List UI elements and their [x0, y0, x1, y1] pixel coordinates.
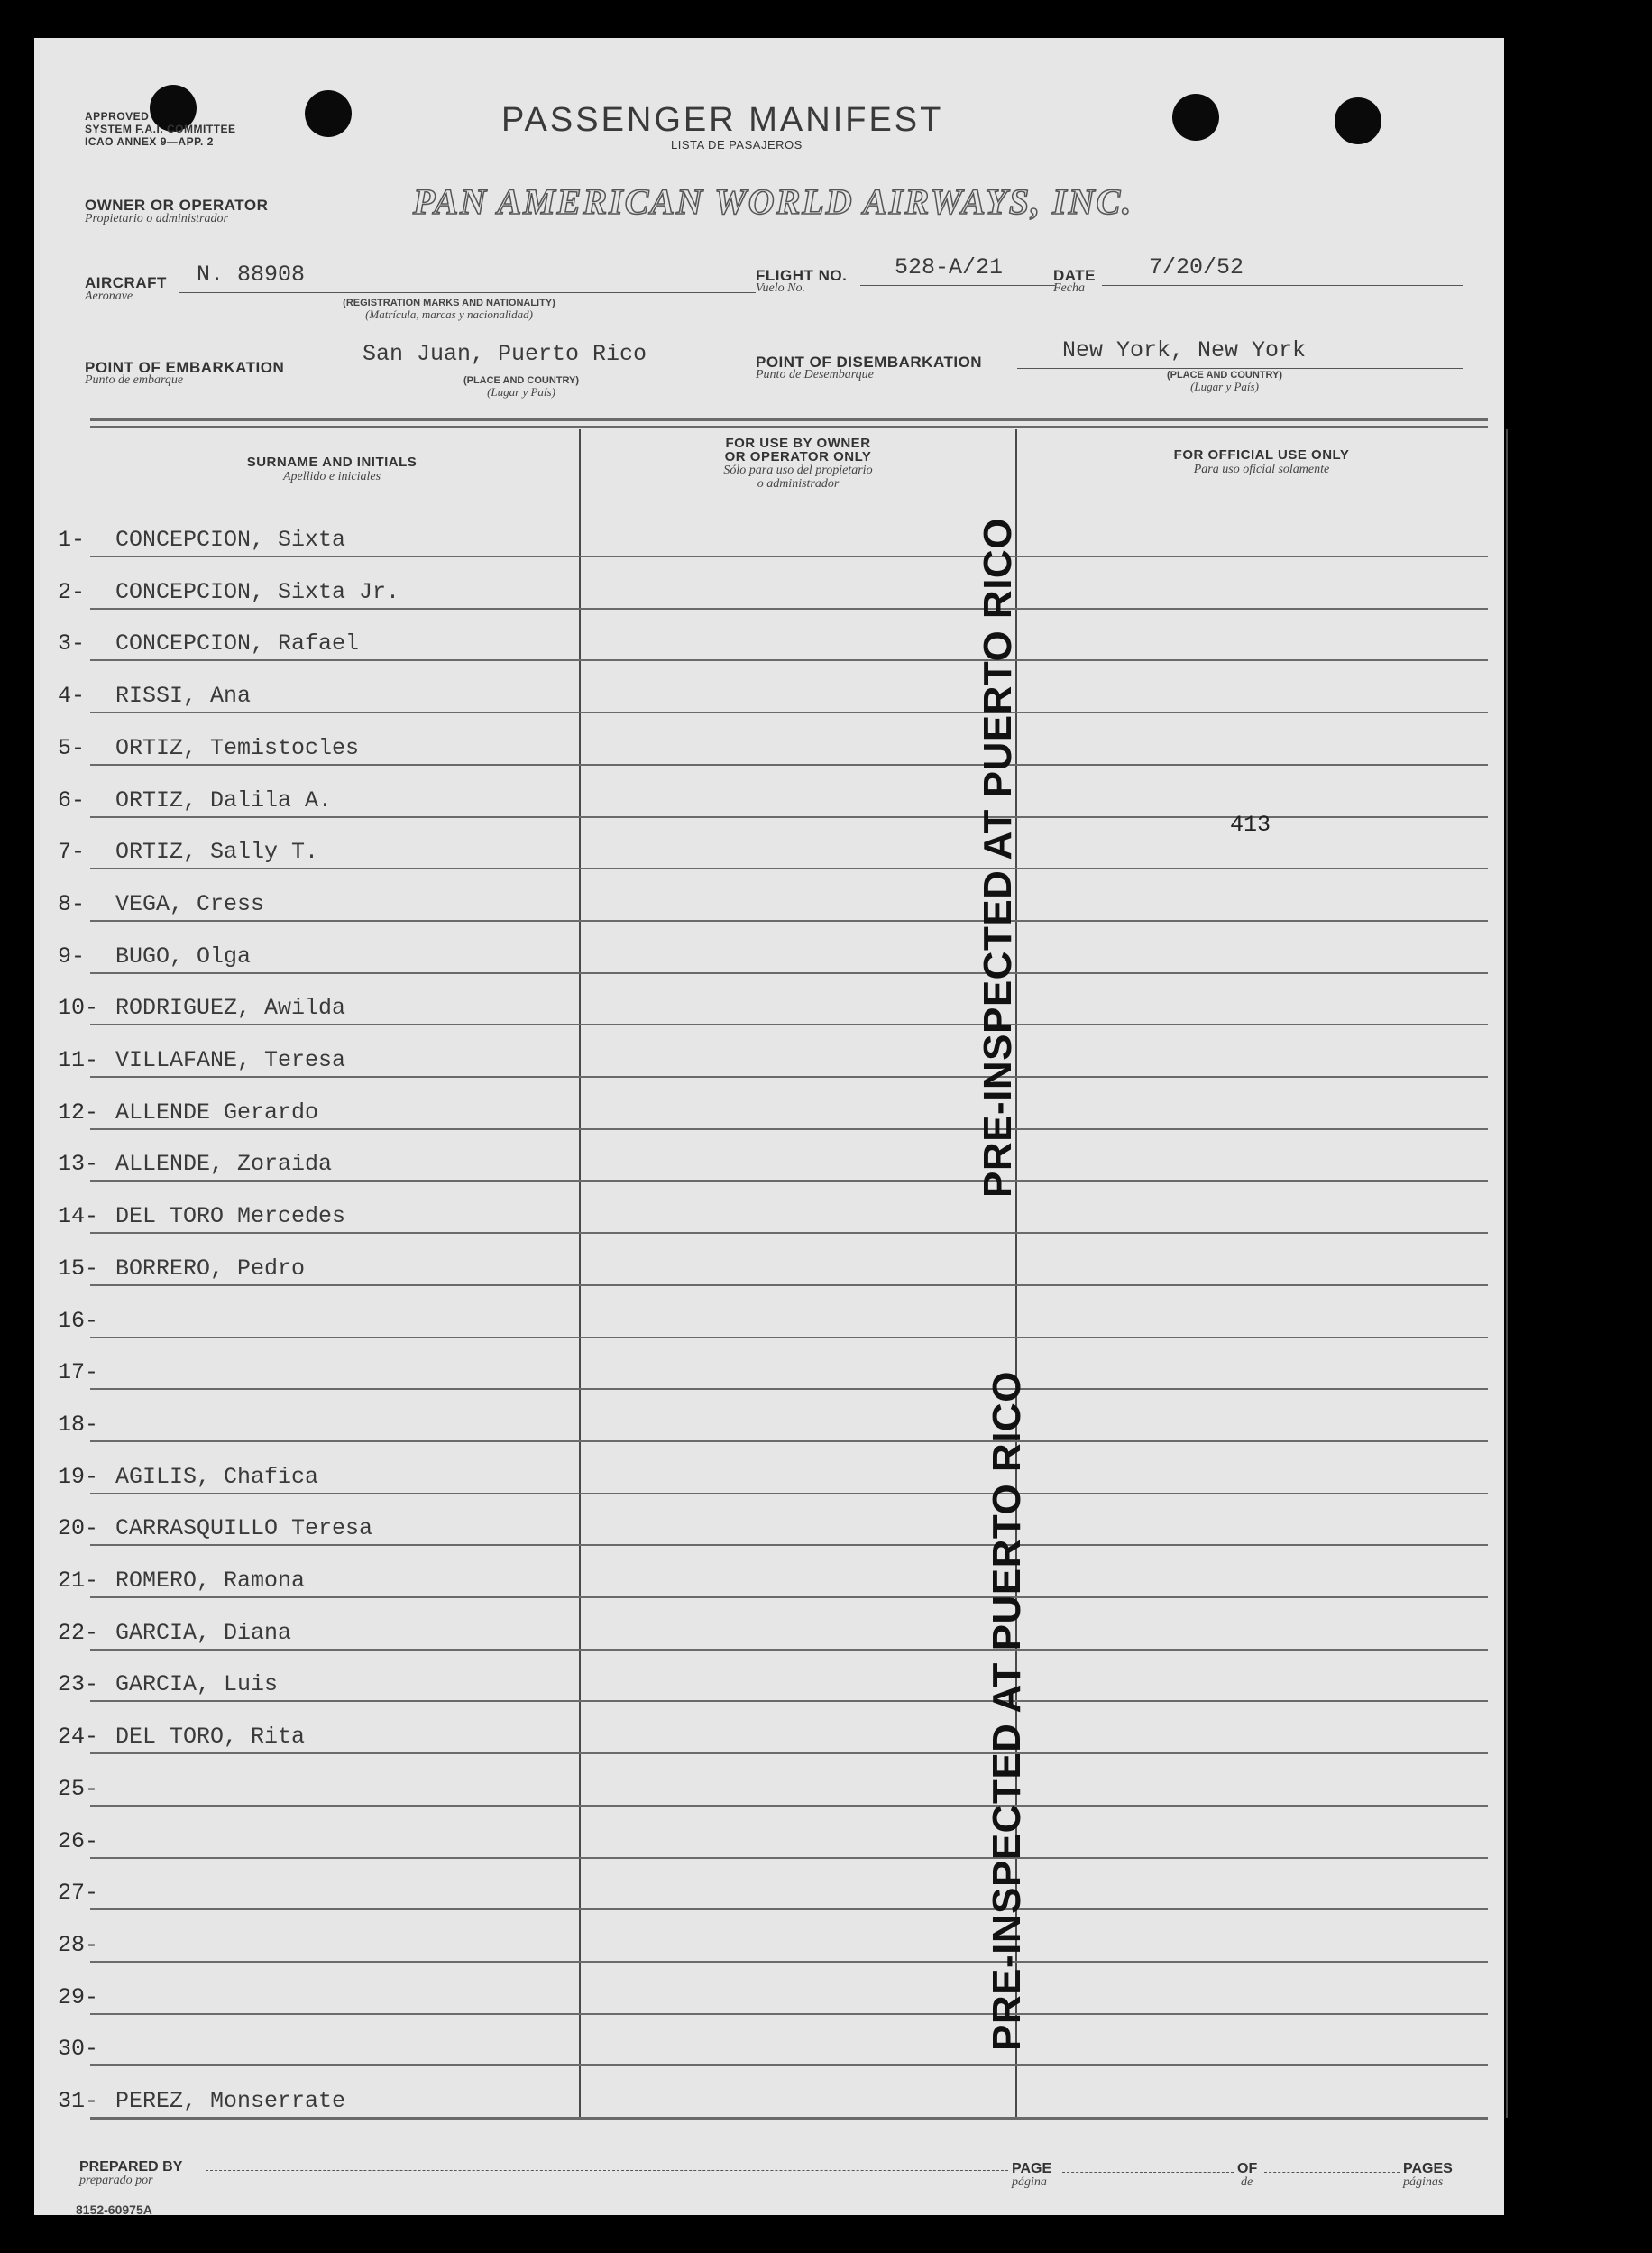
manifest-sheet — [34, 38, 1504, 2215]
passenger-row — [58, 1255, 305, 1282]
passenger-row — [58, 735, 359, 761]
row-number: 13- — [58, 1151, 99, 1178]
punch-hole — [1335, 97, 1381, 144]
passenger-row — [58, 1308, 115, 1334]
passenger-name: DEL TORO, Rita — [115, 1724, 306, 1751]
row-number: 28- — [58, 1931, 99, 1958]
approval-line: SYSTEM F.A.I. COMMITTEE — [85, 123, 236, 135]
passenger-name: CONCEPCION, Sixta Jr. — [115, 578, 400, 605]
official-column-title: FOR OFFICIAL USE ONLY — [1173, 447, 1350, 463]
passenger-name: DEL TORO Mercedes — [115, 1203, 346, 1230]
passenger-name: GARCIA, Diana — [115, 1619, 292, 1646]
owner-column-title-es: Sólo para uso del propietario — [723, 464, 873, 477]
embarkation-caption: (PLACE AND COUNTRY) — [463, 375, 580, 386]
row-rule — [90, 1493, 1488, 1494]
passenger-row — [58, 1099, 318, 1126]
row-rule — [90, 1544, 1488, 1546]
passenger-row — [58, 1932, 115, 1958]
date-value: 7/20/52 — [1149, 254, 1244, 280]
row-rule — [90, 868, 1488, 869]
row-rule — [90, 816, 1488, 818]
flight-label: FLIGHT NO. — [756, 267, 848, 284]
passenger-row — [58, 787, 332, 814]
row-number: 7- — [58, 839, 86, 866]
official-column-title-es: Para uso oficial solamente — [1193, 463, 1330, 476]
of-label-es: de — [1241, 2175, 1253, 2189]
row-rule — [90, 1232, 1488, 1234]
row-rule — [90, 920, 1488, 922]
passenger-row — [58, 2036, 115, 2062]
row-number: 21- — [58, 1568, 99, 1594]
row-rule — [90, 1908, 1488, 1910]
row-number: 12- — [58, 1099, 99, 1126]
row-rule — [90, 1961, 1488, 1963]
page-label-es: página — [1012, 2175, 1047, 2189]
row-rule — [90, 1596, 1488, 1598]
official-column-header — [1023, 447, 1501, 477]
row-number: 3- — [58, 630, 86, 658]
prepared-by-label: PREPARED BY — [79, 2159, 183, 2175]
passenger-name: ORTIZ, Sally T. — [115, 839, 319, 866]
row-rule — [90, 1180, 1488, 1182]
passenger-row — [58, 1984, 115, 2010]
page-title-es: LISTA DE PASAJEROS — [671, 138, 803, 152]
passenger-name: VILLAFANE, Teresa — [115, 1047, 346, 1073]
passenger-row — [58, 579, 399, 605]
inspection-stamp: PRE-INSPECTED AT PUERTO RICO — [976, 518, 1020, 1198]
row-number: 25- — [58, 1775, 99, 1802]
row-number: 26- — [58, 1827, 99, 1854]
pages-label-es: páginas — [1403, 2175, 1444, 2189]
row-number: 5- — [58, 734, 86, 761]
punch-hole — [305, 90, 352, 137]
passenger-name: ALLENDE Gerardo — [115, 1099, 319, 1126]
owner-column-header — [586, 437, 1010, 491]
names-column-header — [97, 455, 566, 484]
passenger-row — [58, 943, 251, 970]
row-number: 14- — [58, 1203, 99, 1230]
passenger-row — [58, 1671, 278, 1697]
passenger-row — [58, 1828, 115, 1854]
row-rule — [90, 2064, 1488, 2066]
page-label: PAGE — [1012, 2161, 1052, 2176]
aircraft-value: N. 88908 — [197, 262, 306, 288]
row-rule — [90, 1024, 1488, 1025]
passenger-row — [58, 891, 264, 917]
passenger-name: BORRERO, Pedro — [115, 1255, 306, 1282]
of-label: OF — [1237, 2161, 1258, 2176]
approval-line: ICAO ANNEX 9—APP. 2 — [85, 135, 214, 148]
passenger-row — [58, 1724, 305, 1750]
row-number: 20- — [58, 1515, 99, 1542]
row-number: 19- — [58, 1463, 99, 1490]
row-rule — [90, 1805, 1488, 1807]
disembarkation-label-es: Punto de Desembarque — [756, 368, 874, 382]
flight-value: 528-A/21 — [895, 254, 1004, 280]
disembarkation-label: POINT OF DISEMBARKATION — [756, 354, 983, 371]
row-number: 18- — [58, 1411, 99, 1438]
inspection-stamp: PRE-INSPECTED AT PUERTO RICO — [985, 1371, 1029, 2051]
aircraft-caption-es: (Matrícula, marcas y nacionalidad) — [365, 308, 533, 321]
flight-label-es: Vuelo No. — [756, 281, 805, 295]
aircraft-label: AIRCRAFT — [85, 274, 167, 291]
row-rule — [90, 1128, 1488, 1130]
row-rule — [90, 556, 1488, 557]
row-rule — [90, 608, 1488, 610]
row-number: 17- — [58, 1359, 99, 1386]
row-number: 1- — [58, 527, 86, 553]
disembarkation-value: New York, New York — [1062, 337, 1307, 363]
row-rule — [90, 1076, 1488, 1078]
row-number: 8- — [58, 890, 86, 917]
date-label: DATE — [1053, 267, 1097, 284]
passenger-row — [58, 1047, 345, 1073]
passenger-name: GARCIA, Luis — [115, 1671, 279, 1698]
row-number: 2- — [58, 578, 86, 605]
passenger-row — [58, 1568, 305, 1594]
passenger-row — [58, 630, 359, 657]
owner-value: PAN AMERICAN WORLD AIRWAYS, INC. — [413, 181, 1133, 222]
passenger-row — [58, 527, 345, 553]
passenger-row — [58, 1880, 115, 1906]
pages-label: PAGES — [1403, 2161, 1453, 2176]
passenger-name: ORTIZ, Dalila A. — [115, 786, 333, 814]
row-rule — [90, 764, 1488, 766]
form-number: 8152-60975A — [76, 2202, 152, 2217]
row-number: 29- — [58, 1983, 99, 2010]
row-number: 6- — [58, 786, 86, 814]
row-number: 24- — [58, 1724, 99, 1751]
embarkation-value: San Juan, Puerto Rico — [363, 341, 647, 367]
prepared-by-label-es: preparado por — [79, 2174, 153, 2187]
passenger-row — [58, 995, 345, 1021]
embarkation-label-es: Punto de embarque — [85, 373, 184, 387]
row-rule — [90, 712, 1488, 713]
aircraft-caption: (REGISTRATION MARKS AND NATIONALITY) — [343, 298, 555, 308]
row-rule — [90, 1440, 1488, 1442]
owner-label: OWNER OR OPERATOR — [85, 197, 269, 214]
row-number: 30- — [58, 2036, 99, 2063]
passenger-row — [58, 1776, 115, 1802]
embarkation-label: POINT OF EMBARKATION — [85, 359, 285, 376]
row-rule — [90, 1388, 1488, 1390]
passenger-row — [58, 2088, 345, 2114]
passenger-name: CONCEPCION, Rafael — [115, 630, 360, 658]
approval-block — [85, 110, 236, 148]
row-number: 4- — [58, 683, 86, 710]
disembarkation-caption: (PLACE AND COUNTRY) — [1166, 370, 1283, 381]
row-rule — [90, 1752, 1488, 1754]
passenger-name: RODRIGUEZ, Awilda — [115, 995, 346, 1022]
passenger-row — [58, 839, 318, 865]
passenger-name: BUGO, Olga — [115, 943, 252, 970]
passenger-name: ORTIZ, Temistocles — [115, 734, 360, 761]
passenger-row — [58, 1151, 332, 1177]
passenger-name: AGILIS, Chafica — [115, 1463, 319, 1490]
row-rule — [90, 1337, 1488, 1338]
aircraft-label-es: Aeronave — [85, 290, 133, 303]
passenger-row — [58, 1464, 318, 1490]
passenger-row — [58, 683, 251, 709]
owner-column-title: FOR USE BY OWNER — [725, 436, 871, 451]
row-number: 15- — [58, 1255, 99, 1282]
passenger-name: PEREZ, Monserrate — [115, 2088, 346, 2114]
row-number: 23- — [58, 1671, 99, 1698]
passenger-row — [58, 1359, 115, 1385]
row-rule — [90, 1284, 1488, 1286]
passenger-row — [58, 1412, 115, 1438]
row-rule — [90, 972, 1488, 974]
embarkation-caption-es: (Lugar y País) — [487, 385, 555, 399]
row-rule — [90, 1700, 1488, 1702]
row-number: 11- — [58, 1047, 99, 1073]
passenger-name: CONCEPCION, Sixta — [115, 527, 346, 553]
row-number: 9- — [58, 943, 86, 970]
disembarkation-caption-es: (Lugar y País) — [1190, 380, 1259, 393]
passenger-name: RISSI, Ana — [115, 683, 252, 710]
page-title: PASSENGER MANIFEST — [501, 101, 944, 139]
row-rule — [90, 2013, 1488, 2015]
owner-column-title: OR OPERATOR ONLY — [724, 449, 872, 464]
approval-line: APPROVED — [85, 110, 150, 123]
passenger-row — [58, 1620, 291, 1646]
row-number: 16- — [58, 1307, 99, 1334]
passenger-name: VEGA, Cress — [115, 890, 265, 917]
names-column-title-es: Apellido e iniciales — [282, 470, 381, 483]
row-number: 31- — [58, 2088, 99, 2114]
owner-label-es: Propietario o administrador — [85, 212, 228, 225]
passenger-name: CARRASQUILLO Teresa — [115, 1515, 373, 1542]
row-number: 27- — [58, 1880, 99, 1907]
passenger-name: ALLENDE, Zoraida — [115, 1151, 333, 1178]
table-bottom-rule — [90, 2118, 1488, 2120]
passenger-name: ROMERO, Ramona — [115, 1568, 306, 1594]
row-rule — [90, 659, 1488, 661]
names-column-title: SURNAME AND INITIALS — [246, 455, 418, 470]
row-rule — [90, 1857, 1488, 1859]
passenger-row — [58, 1203, 345, 1229]
date-label-es: Fecha — [1053, 281, 1085, 295]
punch-hole — [1172, 94, 1219, 141]
owner-column-title-es: o administrador — [757, 477, 840, 491]
row-number: 10- — [58, 995, 99, 1022]
passenger-row — [58, 1515, 372, 1541]
row-rule — [90, 1649, 1488, 1651]
row-number: 22- — [58, 1619, 99, 1646]
official-note: 413 — [1230, 812, 1271, 838]
